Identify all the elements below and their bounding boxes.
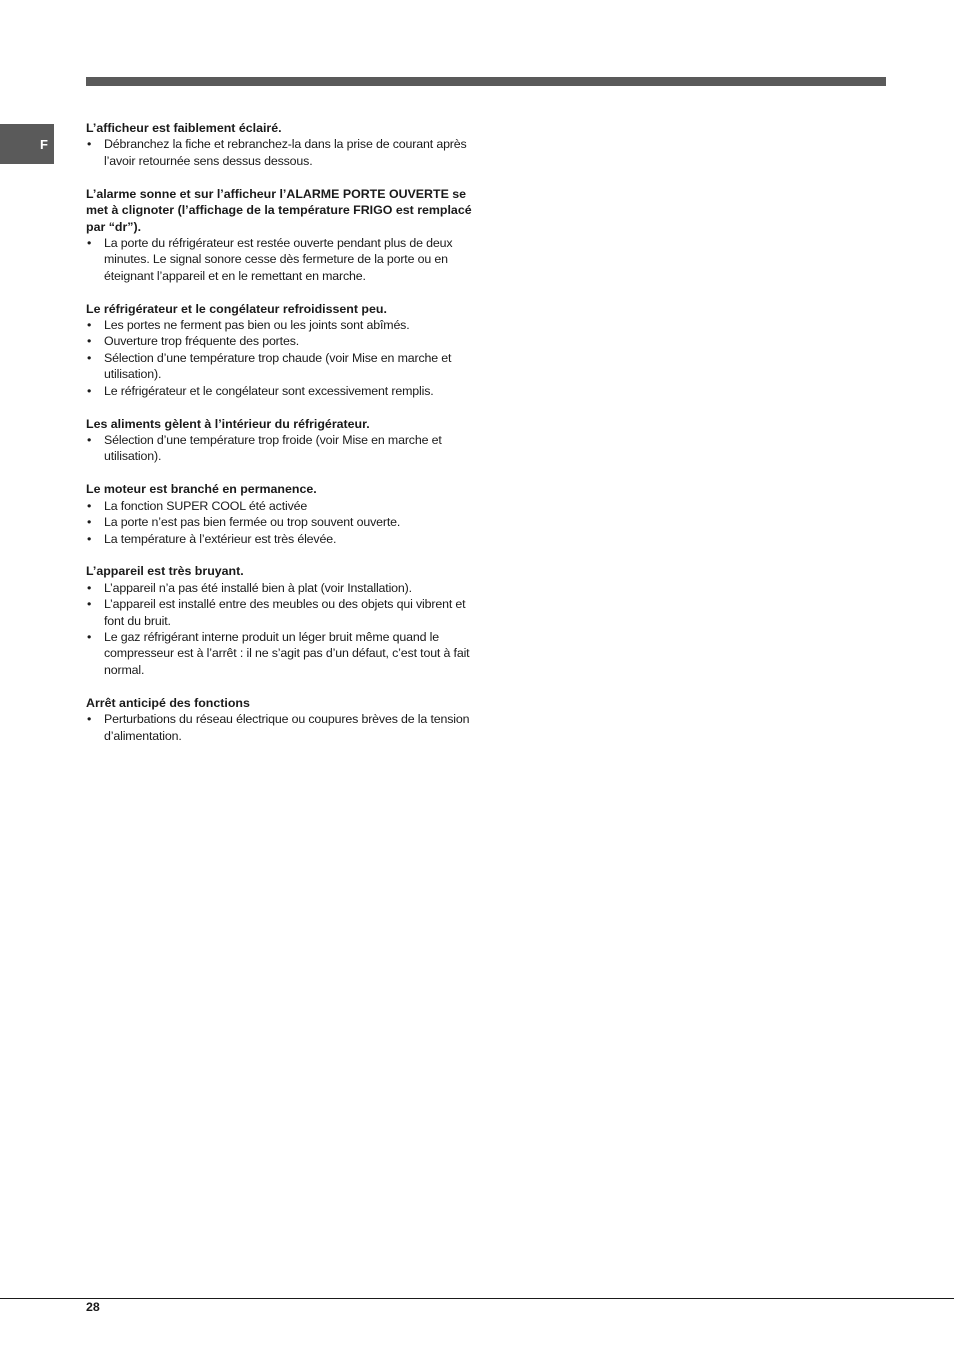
section-heading: L’alarme sonne et sur l’afficheur l’ALARME PORTE OUVERTE se met à clignoter (l’affichage de la température FRIGO est remplacé par “dr”). (86, 186, 472, 234)
list-item: • Ouverture trop fréquente des portes. (86, 333, 478, 349)
bullet-list (86, 317, 478, 399)
troubleshooting-section (86, 186, 478, 284)
troubleshooting-section (86, 416, 478, 465)
troubleshooting-content (86, 120, 478, 761)
troubleshooting-section (86, 120, 478, 169)
section-heading: Arrêt anticipé des fonctions (86, 695, 250, 710)
list-item: • La température à l’extérieur est très élevée. (86, 531, 478, 547)
bullet-list (86, 711, 478, 744)
list-item: • L’appareil est installé entre des meubles ou des objets qui vibrent et font du bruit. (86, 596, 478, 629)
language-tab (0, 124, 54, 164)
troubleshooting-section (86, 481, 478, 547)
language-tab-label: F (40, 136, 48, 152)
bullet-list (86, 235, 478, 284)
list-item: • La porte du réfrigérateur est restée ouverte pendant plus de deux minutes. Le signal sonore cesse dès fermeture de la porte ou en éteignant l’appareil et en le remettant en marche. (86, 235, 478, 284)
list-item: • Sélection d’une température trop chaude (voir Mise en marche et utilisation). (86, 350, 478, 383)
troubleshooting-section (86, 301, 478, 399)
troubleshooting-section (86, 563, 478, 678)
section-heading: L’afficheur est faiblement éclairé. (86, 121, 282, 135)
list-item: • La porte n’est pas bien fermée ou trop souvent ouverte. (86, 514, 478, 530)
list-item: • L’appareil n’a pas été installé bien à plat (voir Installation). (86, 580, 478, 596)
list-item: • Sélection d’une température trop froide (voir Mise en marche et utilisation). (86, 432, 478, 465)
bullet-list (86, 580, 478, 678)
section-heading: Le moteur est branché en permanence. (86, 482, 317, 497)
header-rule (86, 77, 886, 86)
list-item: • Débranchez la fiche et rebranchez-la dans la prise de courant après l’avoir retournée sens dessus dessous. (86, 136, 478, 169)
troubleshooting-section (86, 695, 478, 744)
footer-rule (0, 1298, 954, 1299)
bullet-list (86, 136, 478, 169)
section-heading: Les aliments gèlent à l’intérieur du réfrigérateur. (86, 416, 370, 431)
list-item: • Le réfrigérateur et le congélateur sont excessivement remplis. (86, 383, 478, 399)
list-item: • Les portes ne ferment pas bien ou les joints sont abîmés. (86, 317, 478, 333)
list-item: • Perturbations du réseau électrique ou coupures brèves de la tension d’alimentation. (86, 711, 478, 744)
list-item: • La fonction SUPER COOL été activée (86, 498, 478, 514)
section-heading: Le réfrigérateur et le congélateur refroidissent peu. (86, 301, 387, 316)
section-heading: L’appareil est très bruyant. (86, 564, 244, 579)
list-item: • Le gaz réfrigérant interne produit un léger bruit même quand le compresseur est à l’arrêt : il ne s’agit pas d’un défaut, c’est tout à fait normal. (86, 629, 478, 678)
bullet-list (86, 498, 478, 547)
page-number: 28 (86, 1300, 100, 1314)
bullet-list (86, 432, 478, 465)
